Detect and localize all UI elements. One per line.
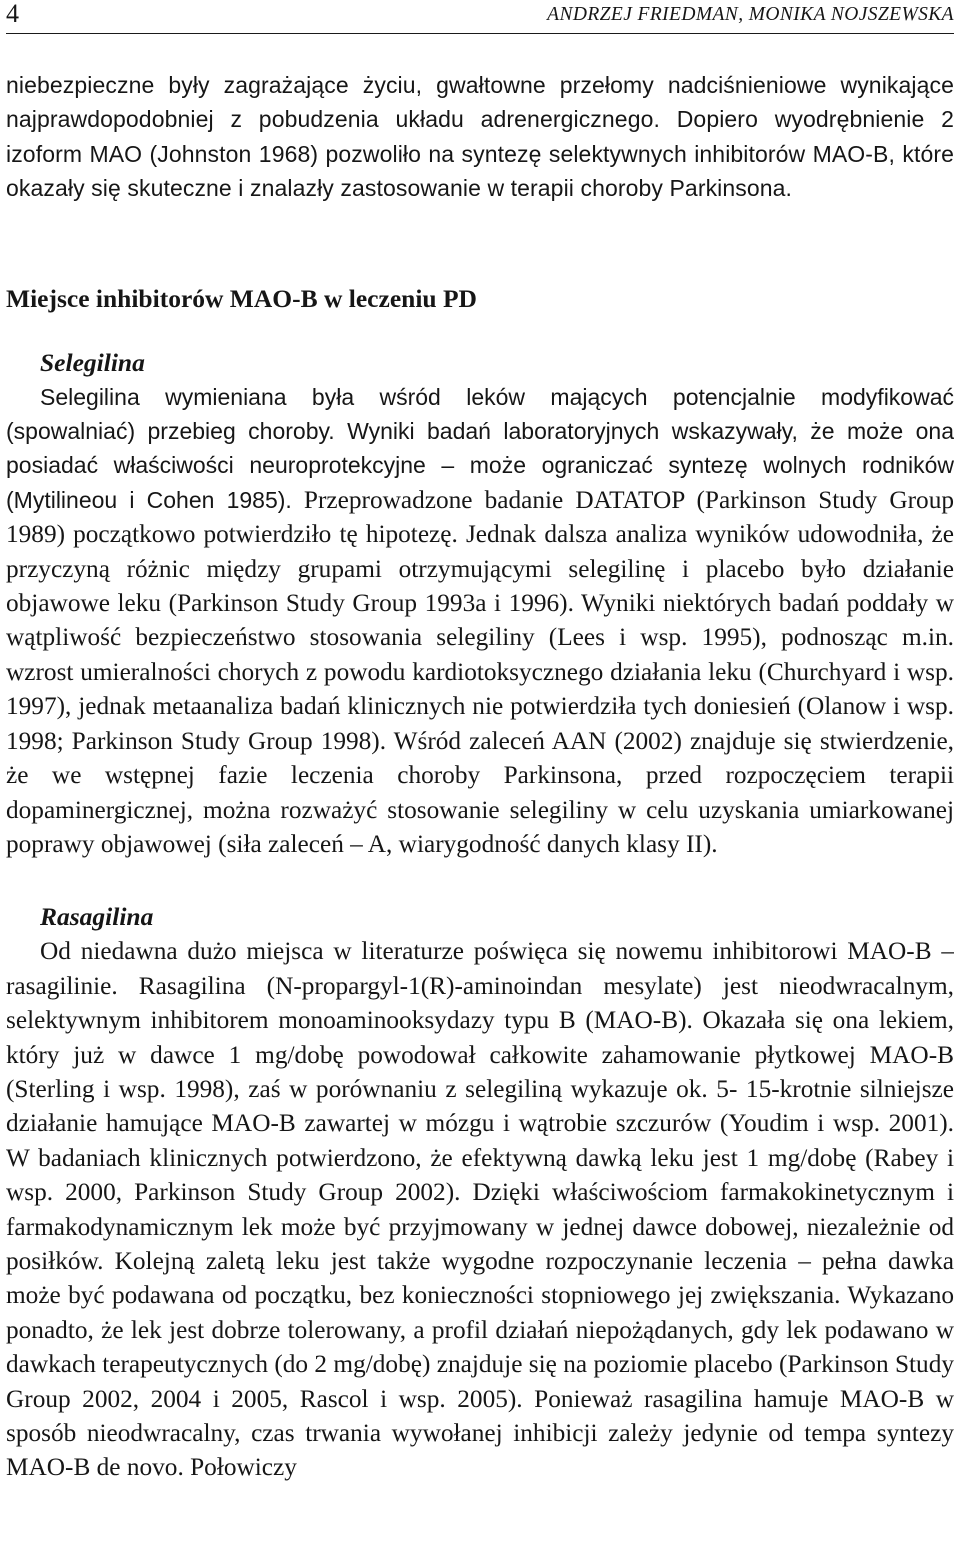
subsection-heading-rasagilina: Rasagilina (40, 902, 154, 932)
intro-paragraph: niebezpieczne były zagrażające życiu, gwałtowne przełomy nadciśnieniowe wynikające najprawdopodobniej z pobudzenia układu adrenergicznego. Dopiero wyodrębnienie 2 izoform MAO (Johnston 1968) pozwoliło na syntezę selektywnych inhibitorów MAO-B, które okazały się skuteczne i znalazły zastosowanie w terapii choroby Parkinsona. (6, 72, 954, 202)
section-heading: Miejsce inhibitorów MAO-B w leczeniu PD (6, 283, 477, 313)
rasagilina-paragraph: Od niedawna dużo miejsca w literaturze poświęca się nowemu inhibitorowi MAO-B – rasagilinie. Rasagilina (N-propargyl-1(R)-aminoindan mesylate) jest nieodwracalnym, selektywnym inhibitorem monoaminooksydazy typu B (MAO-B). Okazała się ona lekiem, który już w dawce 1 mg/dobę powodował całkowite zahamowanie płytkowej MAO-B (Sterling i wsp. 1998), zaś w porównaniu z selegiliną wykazuje ok. 5- 15-krotnie silniejsze działanie hamujące MAO-B zawartej w mózgu i wątrobie szczurów (Youdim i wsp. 2001). W badaniach klinicznych potwierdzono, że efektywną dawką leku jest 1 mg/dobę (Rabey i wsp. 2000, Parkinson Study Group 2002). Dzięki właściwościom farmakokinetycznym i farmakodynamicznym lek może być przyjmowany w jednej dawce dobowej, niezależnie od posiłków. Kolejną zaletą leku jest także wygodne rozpoczynanie leczenia – pełna dawka może być podawana od początku, bez konieczności stopniowego jej zwiększania. Wykazano ponadto, że lek jest dobrze tolerowany, a profil działań niepożądanych, gdy lek podawano w dawkach terapeutycznych (do 2 mg/dobę) znajduje się na poziomie placebo (Parkinson Study Group 2002, 2004 i 2005, Rascol i wsp. 2005). Ponieważ rasagilina hamuje MAO-B w sposób nieodwracalny, czas trwania wywołanej inhibicji zależy jedynie od tempa syntezy MAO-B de novo. Połowiczy (6, 937, 954, 1482)
running-header (6, 0, 954, 34)
subsection-heading-selegilina: Selegilina (40, 347, 145, 377)
selegilina-paragraph-serif-part: Przeprowadzone badanie DATATOP (Parkinson Study Group 1989) początkowo potwierdziło tę hipotezę. Jednak dalsza analiza wyników udowodniła, że przyczyną różnic między grupami otrzymującymi selegilinę i placebo było działanie objawowe leku (Parkinson Study Group 1993a i 1996). Wyniki niektórych badań poddały w wątpliwość bezpieczeństwo stosowania selegiliny (Lees i wsp. 1995), podnosząc m.in. wzrost umieralności chorych z powodu kardiotoksycznego działania leku (Churchyard i wsp. 1997), jednak metaanaliza badań klinicznych nie potwierdziła tych doniesień (Olanow i wsp. 1998; Parkinson Study Group 1998). Wśród zaleceń AAN (2002) znajduje się stwierdzenie, że we wstępnej fazie leczenia choroby Parkinsona, przed rozpoczęciem terapii dopaminergicznej, można rozważyć stosowanie selegiliny w celu uzyskania umiarkowanej poprawy objawowej (siła zaleceń – A, wiarygodność danych klasy II). (6, 485, 954, 858)
header-authors: ANDRZEJ FRIEDMAN, MONIKA NOJSZEWSKA (547, 4, 954, 25)
page-number: 4 (6, 0, 19, 28)
document-page (6, 0, 954, 1556)
selegilina-paragraph-sans-part: Selegilina wymieniana była wśród leków mających potencjalnie modyfikować (spowalniać) przebieg choroby. Wyniki badań laboratoryjnych wskazywały, że może ona posiadać właściwości neuroprotekcyjne – może ograniczać syntezę wolnych rodników (Mytilineou i Cohen 1985). (6, 383, 954, 513)
selegilina-paragraph (6, 380, 954, 862)
